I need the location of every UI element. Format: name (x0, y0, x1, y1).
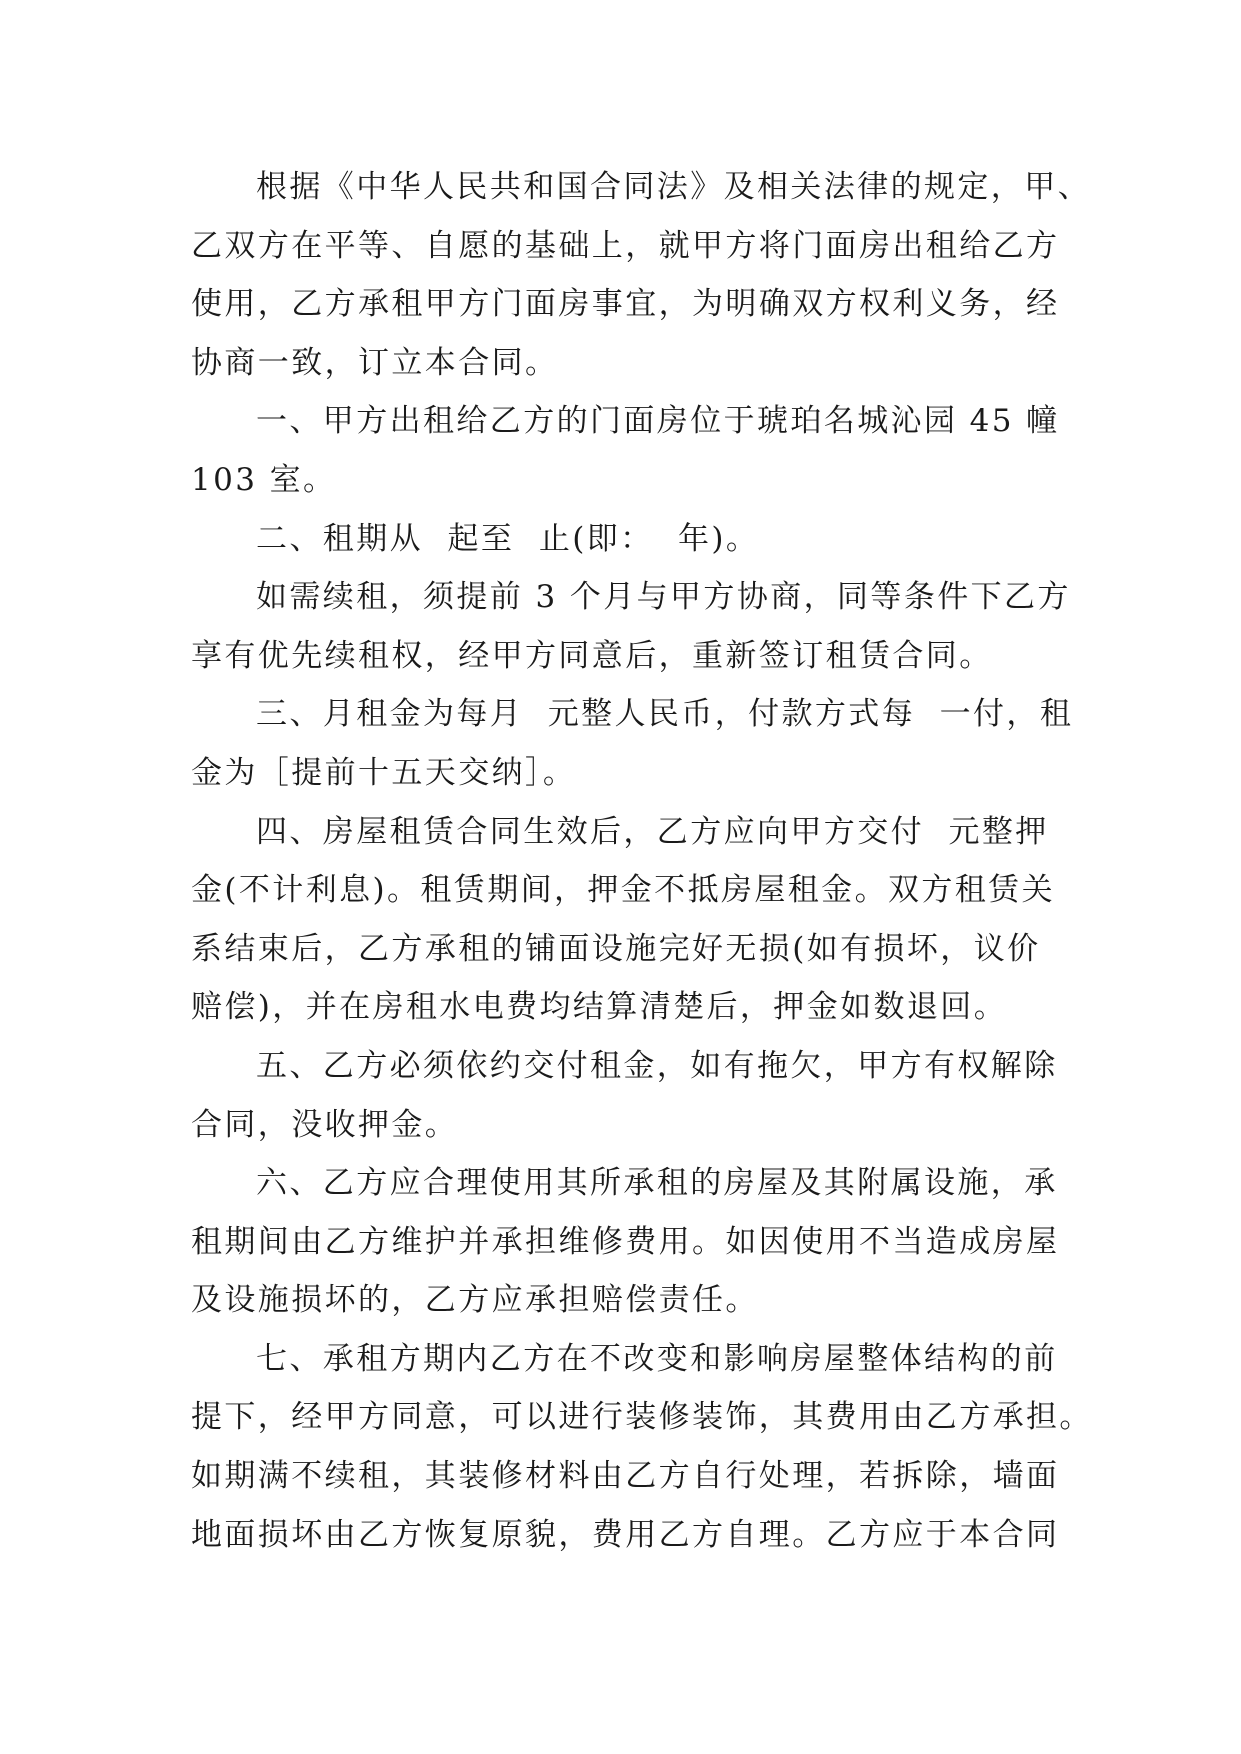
text-line: 103 室。 (191, 461, 337, 498)
text-line: 金为［提前十五天交纳］。 (191, 754, 577, 791)
contract-body (191, 158, 1093, 1564)
text-line: 乙双方在平等、自愿的基础上，就甲方将门面房出租给乙方 (191, 227, 1060, 264)
text-line: 合同，没收押金。 (191, 1106, 459, 1143)
text-line: 系结束后，乙方承租的铺面设施完好无损(如有损坏，议价 (191, 930, 1041, 967)
text-line: 使用，乙方承租甲方门面房事宜，为明确双方权利义务，经 (191, 286, 1060, 323)
text-line: 赔偿)，并在房租水电费均结算清楚后，押金如数退回。 (191, 989, 1008, 1026)
text-line: 七、承租方期内乙方在不改变和影响房屋整体结构的前 (256, 1340, 1058, 1377)
text-line: 四、房屋租赁合同生效后，乙方应向甲方交付 元整押 (256, 813, 1049, 850)
text-line: 协商一致，订立本合同。 (191, 344, 559, 381)
text-line: 金(不计利息)。租赁期间，押金不抵房屋租金。双方租赁关 (191, 872, 1055, 909)
text-line: 租期间由乙方维护并承担维修费用。如因使用不当造成房屋 (191, 1223, 1060, 1260)
text-line: 三、月租金为每月 元整人民币，付款方式每 一付，租 (256, 696, 1074, 733)
text-line: 根据《中华人民共和国合同法》及相关法律的规定，甲、 (256, 169, 1091, 205)
text-line: 如需续租，须提前 3 个月与甲方协商，同等条件下乙方 (256, 579, 1071, 616)
text-line: 六、乙方应合理使用其所承租的房屋及其附属设施，承 (256, 1165, 1058, 1202)
text-line: 提下，经甲方同意，可以进行装修装饰，其费用由乙方承担。 (191, 1399, 1093, 1436)
text-line: 二、租期从 起至 止(即： 年)。 (256, 520, 760, 557)
text-line: 及设施损坏的，乙方应承担赔偿责任。 (191, 1282, 759, 1319)
text-line: 如期满不续租，其装修材料由乙方自行处理，若拆除，墙面 (191, 1458, 1060, 1495)
text-line: 一、甲方出租给乙方的门面房位于琥珀名城沁园 45 幢 (256, 403, 1060, 440)
text-line: 五、乙方必须依约交付租金，如有拖欠，甲方有权解除 (256, 1047, 1058, 1084)
text-line: 享有优先续租权，经甲方同意后，重新签订租赁合同。 (191, 637, 993, 674)
text-line: 地面损坏由乙方恢复原貌，费用乙方自理。乙方应于本合同 (191, 1516, 1060, 1553)
